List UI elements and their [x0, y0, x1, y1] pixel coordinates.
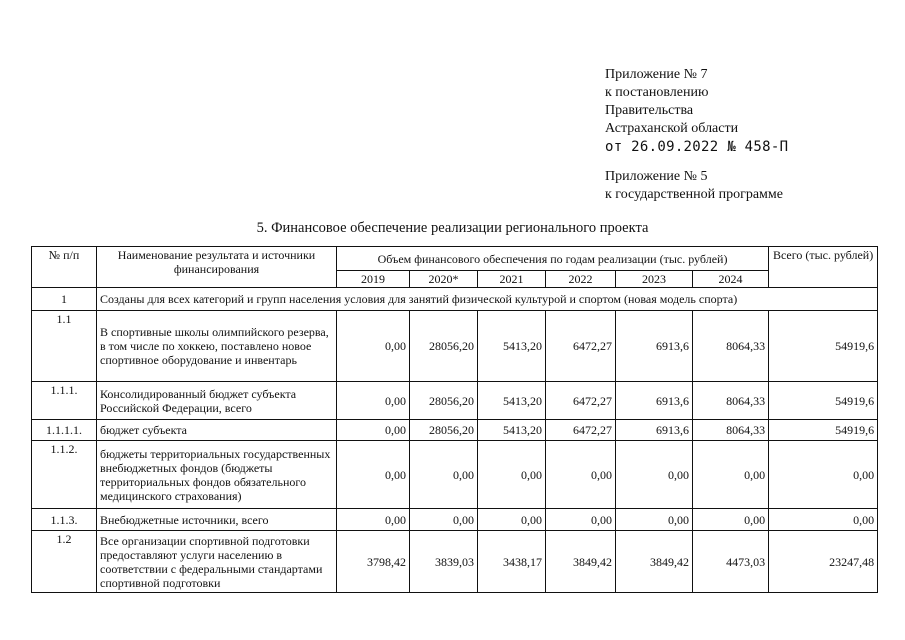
value-cell: 0,00: [693, 441, 769, 509]
row-name: бюджет субъекта: [97, 420, 337, 441]
value-cell: 0,00: [410, 441, 478, 509]
row-num: 1.2: [32, 531, 97, 593]
appendix-7-line: Приложение № 7: [605, 67, 708, 82]
section-title: 5. Финансовое обеспечение реализации регионального проекта: [256, 220, 649, 236]
total-cell: 23247,48: [769, 531, 878, 593]
row-num: 1.1.3.: [32, 509, 97, 531]
value-cell: 0,00: [693, 509, 769, 531]
appendix-5-line: к государственной программе: [605, 187, 783, 202]
decree-date-number: от 26.09.2022 № 458-П: [605, 139, 789, 155]
header-num: № п/п: [32, 247, 97, 288]
value-cell: 0,00: [410, 509, 478, 531]
table-row: [32, 382, 878, 420]
total-cell: 54919,6: [769, 420, 878, 441]
header-total: Всего (тыс. рублей): [769, 247, 878, 288]
header-year: 2022: [546, 271, 616, 288]
value-cell: 4473,03: [693, 531, 769, 593]
value-cell: 3849,42: [546, 531, 616, 593]
value-cell: 6913,6: [616, 420, 693, 441]
row-name: Консолидированный бюджет субъекта Российской Федерации, всего: [97, 382, 337, 420]
header-year: 2024: [693, 271, 769, 288]
value-cell: 0,00: [337, 311, 410, 382]
value-cell: 0,00: [337, 441, 410, 509]
row-num: 1.1: [32, 311, 97, 382]
value-cell: 0,00: [337, 420, 410, 441]
value-cell: 5413,20: [478, 420, 546, 441]
header-year: 2020*: [410, 271, 478, 288]
header-year: 2023: [616, 271, 693, 288]
row-num: 1: [32, 288, 97, 311]
table-row: [32, 311, 878, 382]
row-name: Все организации спортивной подготовки предоставляют услуги населению в соответствии с федеральными стандартами спортивной подготовки: [97, 531, 337, 593]
value-cell: 0,00: [478, 509, 546, 531]
value-cell: 28056,20: [410, 382, 478, 420]
appendix-5-block: [605, 168, 783, 204]
appendix-7-line: Астраханской области: [605, 121, 739, 136]
value-cell: 0,00: [546, 509, 616, 531]
value-cell: 3798,42: [337, 531, 410, 593]
financing-table: [31, 246, 878, 593]
value-cell: 8064,33: [693, 420, 769, 441]
value-cell: 8064,33: [693, 311, 769, 382]
value-cell: 6472,27: [546, 311, 616, 382]
value-cell: 6472,27: [546, 420, 616, 441]
value-cell: 6472,27: [546, 382, 616, 420]
value-cell: 6913,6: [616, 311, 693, 382]
appendix-7-line: Правительства: [605, 103, 694, 118]
value-cell: 3849,42: [616, 531, 693, 593]
table-row: [32, 288, 878, 311]
table-row: [32, 441, 878, 509]
value-cell: 28056,20: [410, 311, 478, 382]
value-cell: 3839,03: [410, 531, 478, 593]
header-year: 2021: [478, 271, 546, 288]
value-cell: 0,00: [616, 509, 693, 531]
row-name: Внебюджетные источники, всего: [97, 509, 337, 531]
header-year: 2019: [337, 271, 410, 288]
total-cell: 54919,6: [769, 311, 878, 382]
total-cell: 54919,6: [769, 382, 878, 420]
value-cell: 3438,17: [478, 531, 546, 593]
appendix-7-line: к постановлению: [605, 85, 709, 100]
row-name: В спортивные школы олимпийского резерва, в том числе по хоккею, поставлено новое спортивное оборудование и инвентарь: [97, 311, 337, 382]
row-num: 1.1.1.: [32, 382, 97, 420]
appendix-5-line: Приложение № 5: [605, 169, 708, 184]
value-cell: 5413,20: [478, 311, 546, 382]
value-cell: 0,00: [546, 441, 616, 509]
total-cell: 0,00: [769, 509, 878, 531]
table-row: [32, 531, 878, 593]
value-cell: 28056,20: [410, 420, 478, 441]
table-row: [32, 420, 878, 441]
value-cell: 5413,20: [478, 382, 546, 420]
value-cell: 8064,33: [693, 382, 769, 420]
value-cell: 0,00: [616, 441, 693, 509]
header-name: Наименование результата и источники финансирования: [97, 247, 337, 288]
row-name: бюджеты территориальных государственных внебюджетных фондов (бюджеты территориальных фондов обязательного медицинского страхования): [97, 441, 337, 509]
appendix-7-block: [605, 66, 788, 156]
row-num: 1.1.2.: [32, 441, 97, 509]
table-row: [32, 509, 878, 531]
value-cell: 0,00: [337, 509, 410, 531]
value-cell: 6913,6: [616, 382, 693, 420]
value-cell: 0,00: [337, 382, 410, 420]
row-num: 1.1.1.1.: [32, 420, 97, 441]
section-name: Созданы для всех категорий и групп населения условия для занятий физической культурой и спортом (новая модель спорта): [97, 288, 878, 311]
total-cell: 0,00: [769, 441, 878, 509]
header-volume: Объем финансового обеспечения по годам реализации (тыс. рублей): [337, 247, 769, 271]
value-cell: 0,00: [478, 441, 546, 509]
